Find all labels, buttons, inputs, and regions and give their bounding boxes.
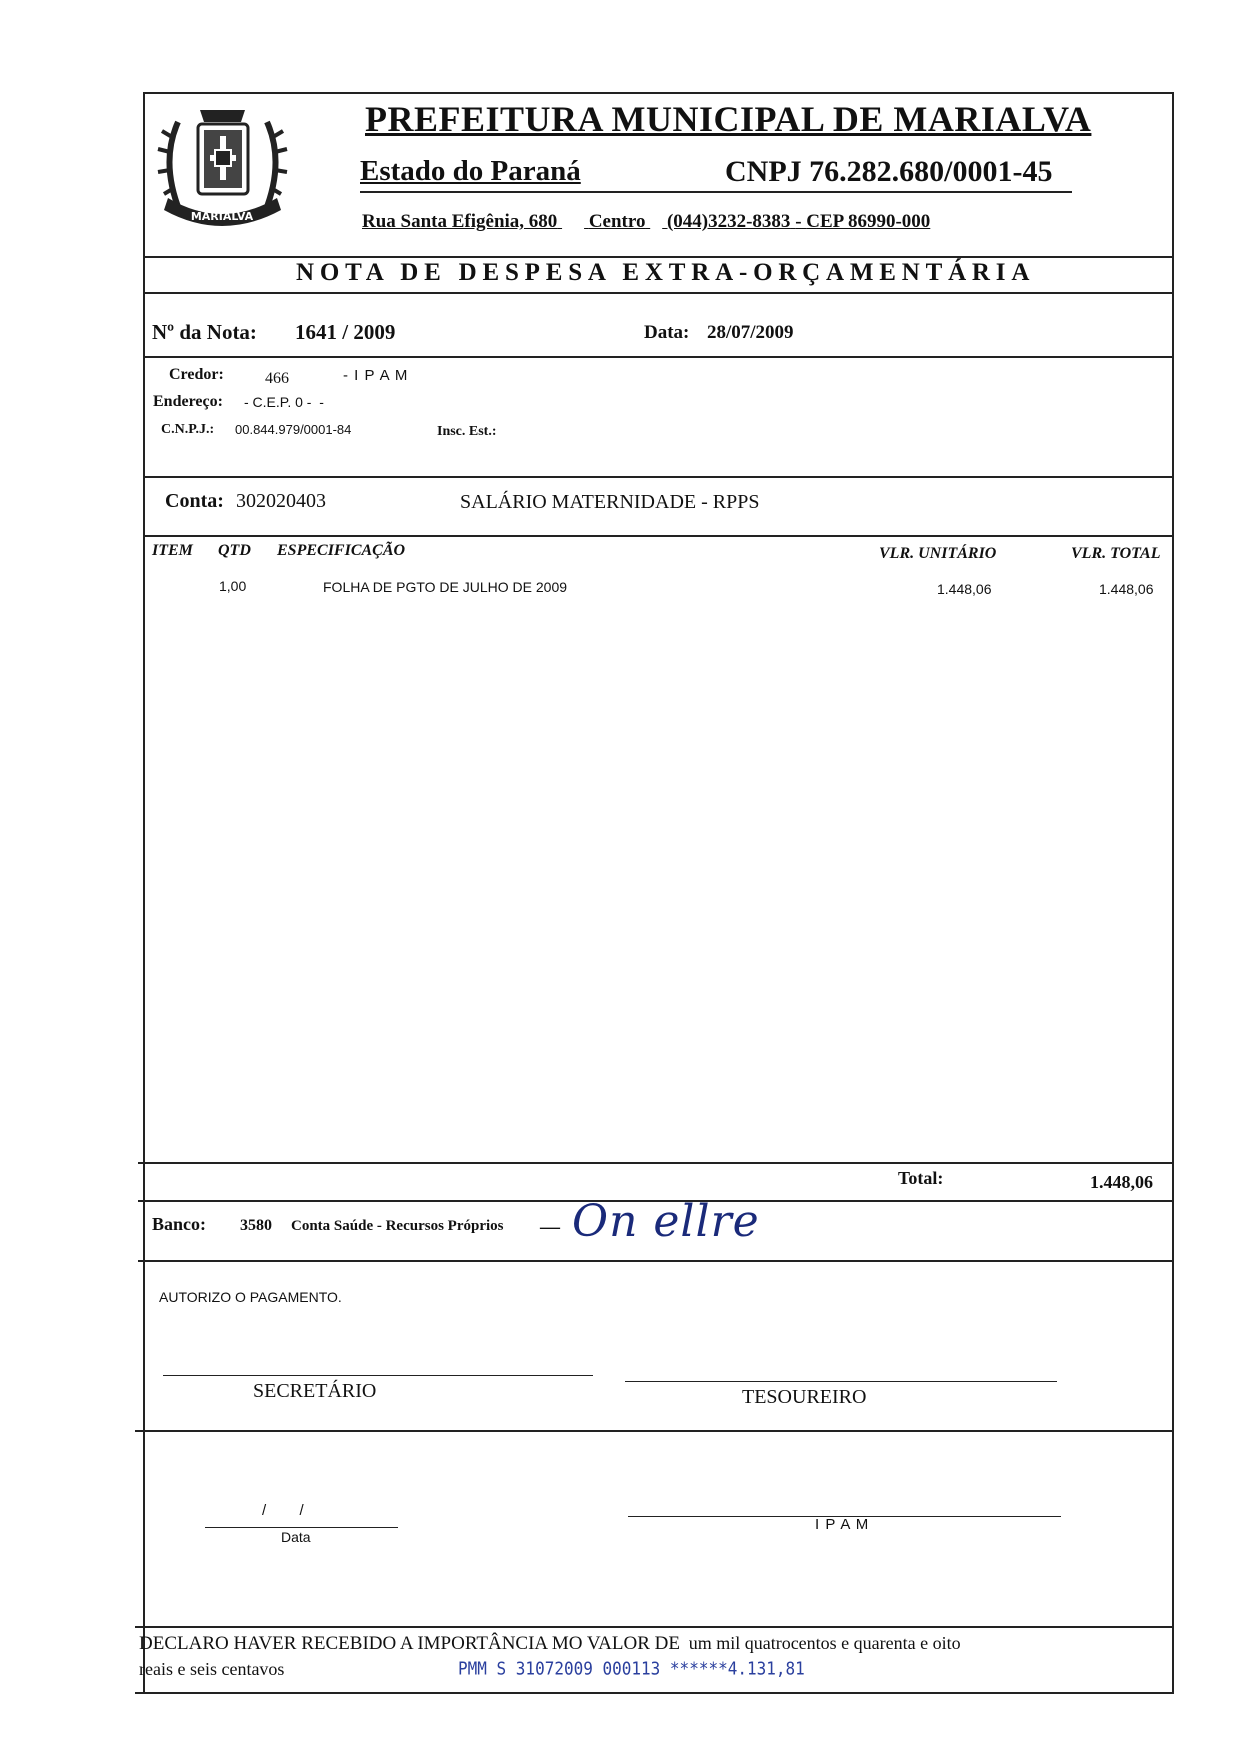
secretary-signature-line xyxy=(163,1375,593,1376)
receipt-divider xyxy=(135,1626,1174,1628)
column-header-spec: ESPECIFICAÇÃO xyxy=(277,542,406,559)
column-header-item: ITEM xyxy=(152,542,193,559)
column-header-qtd: QTD xyxy=(218,542,251,559)
document-title: NOTA DE DESPESA EXTRA-ORÇAMENTÁRIA xyxy=(296,259,1036,286)
state-underline xyxy=(360,191,1072,193)
row-unit-value: 1.448,06 xyxy=(937,581,992,597)
title-divider xyxy=(143,292,1174,294)
handwritten-mark: On ellre xyxy=(572,1196,760,1247)
state-registration-label: Insc. Est.: xyxy=(437,424,497,439)
creditor-cnpj: 00.844.979/0001-84 xyxy=(235,422,352,437)
note-date-label: Data: xyxy=(644,322,690,343)
declaration-prefix: DECLARO HAVER RECEBIDO A IMPORTÂNCIA MO VALOR DE xyxy=(139,1633,680,1654)
receipt-date-line xyxy=(205,1527,398,1528)
bank-dash: — xyxy=(540,1216,560,1238)
form-bottom-border xyxy=(135,1692,1174,1694)
receipt-date-slashes: / / xyxy=(262,1502,304,1519)
total-label: Total: xyxy=(898,1168,944,1188)
creditor-code: 466 xyxy=(265,370,289,387)
row-specification: FOLHA DE PGTO DE JULHO DE 2009 xyxy=(323,579,568,595)
creditor-divider xyxy=(143,476,1174,478)
header-divider xyxy=(143,256,1174,258)
receipt-date-label: Data xyxy=(281,1529,311,1545)
creditor-address-label: Endereço: xyxy=(153,393,223,410)
crest-banner-text: MARIALVA xyxy=(190,210,254,223)
account-number: 302020403 xyxy=(236,490,326,512)
bank-divider xyxy=(138,1260,1174,1262)
payee-name: I P A M xyxy=(815,1516,870,1533)
address-separator: - xyxy=(795,211,802,232)
municipal-crest-logo xyxy=(150,92,295,242)
phone-number: (044)3232-8383 xyxy=(666,211,791,232)
creditor-label: Credor: xyxy=(169,366,224,383)
treasurer-label: TESOUREIRO xyxy=(742,1386,867,1408)
form-top-border xyxy=(143,92,1174,94)
treasurer-signature-line xyxy=(625,1381,1057,1382)
state-name: Estado do Paraná xyxy=(360,155,581,187)
creditor-address: - C.E.P. 0 - - xyxy=(244,394,324,410)
bank-label: Banco: xyxy=(152,1214,206,1234)
table-bottom-divider xyxy=(138,1162,1174,1164)
column-header-unit-value: VLR. UNITÁRIO xyxy=(879,545,997,562)
note-number-label: Nº da Nota: xyxy=(152,320,257,344)
column-header-total-value: VLR. TOTAL xyxy=(1071,545,1161,562)
bank-account-name: Conta Saúde - Recursos Próprios xyxy=(291,1218,504,1234)
district: Centro xyxy=(588,211,646,232)
bank-code: 3580 xyxy=(240,1217,272,1234)
creditor-cnpj-label: C.N.P.J.: xyxy=(161,422,215,437)
total-value: 1.448,06 xyxy=(1090,1172,1153,1192)
street-address: Rua Santa Efigênia, 680 xyxy=(362,211,558,232)
row-qtd: 1,00 xyxy=(219,578,247,594)
municipality-title: PREFEITURA MUNICIPAL DE MARIALVA xyxy=(365,99,1092,139)
form-right-border xyxy=(1172,92,1174,1692)
form-left-border xyxy=(143,92,145,1692)
authorization-text: AUTORIZO O PAGAMENTO. xyxy=(159,1289,342,1305)
account-name: SALÁRIO MATERNIDADE - RPPS xyxy=(460,491,760,513)
authorization-divider xyxy=(135,1430,1174,1432)
table-row xyxy=(143,576,1172,602)
amount-in-words-line1: um mil quatrocentos e quarenta e oito xyxy=(688,1633,961,1653)
note-date: 28/07/2009 xyxy=(707,322,794,343)
account-divider xyxy=(143,535,1174,537)
amount-in-words-line2: reais e seis centavos xyxy=(139,1659,285,1679)
account-label: Conta: xyxy=(165,490,224,512)
secretary-label: SECRETÁRIO xyxy=(253,1380,377,1402)
creditor-name: - I P A M xyxy=(343,367,409,384)
municipality-cnpj: CNPJ 76.282.680/0001-45 xyxy=(725,155,1053,188)
note-number: 1641 / 2009 xyxy=(295,320,396,344)
note-divider xyxy=(143,356,1174,358)
declaration-text xyxy=(139,1633,961,1655)
postal-code: CEP 86990-000 xyxy=(806,211,931,232)
address-line xyxy=(362,211,930,233)
row-total-value: 1.448,06 xyxy=(1099,581,1154,597)
payment-stamp: PMM S 31072009 000113 ******4.131,81 xyxy=(458,1658,805,1679)
